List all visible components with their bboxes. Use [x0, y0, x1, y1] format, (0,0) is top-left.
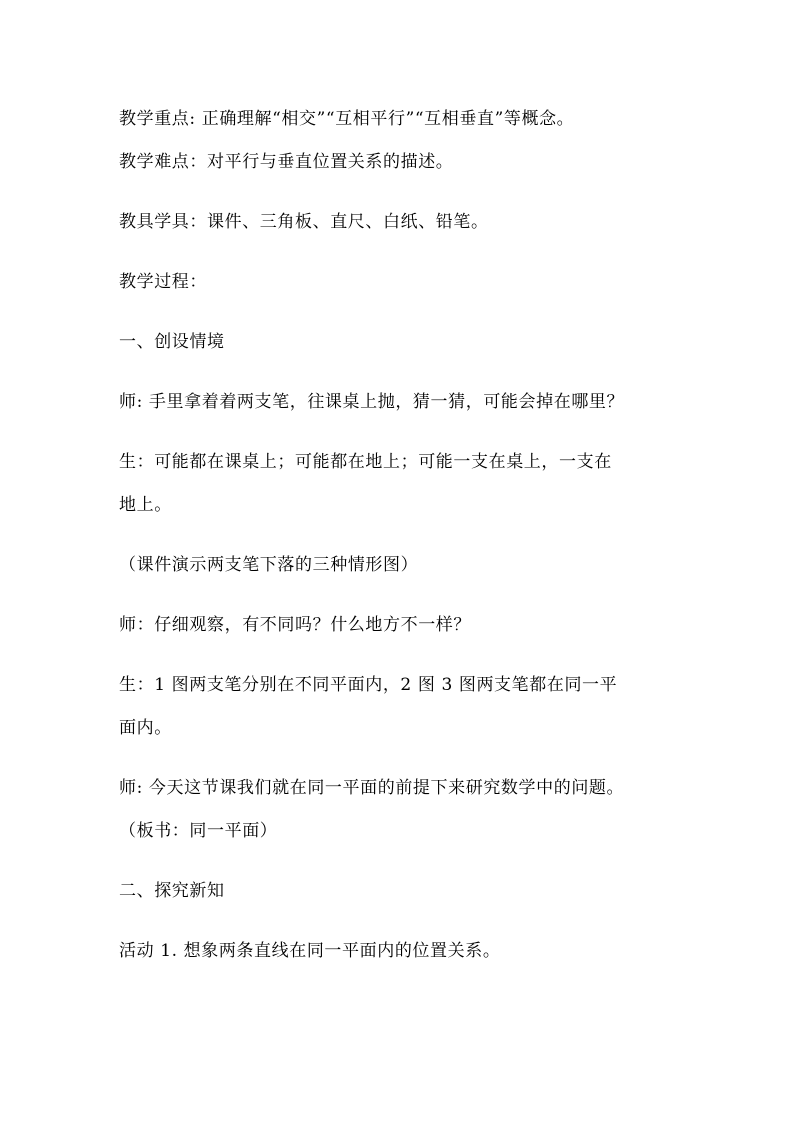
teaching-tools-line: 教具学具：课件、三角板、直尺、白纸、铅笔。 — [119, 212, 489, 232]
student-line-2-continued: 面内。 — [119, 718, 172, 738]
student-line-1: 生：可能都在课桌上；可能都在地上；可能一支在桌上，一支在 — [119, 452, 612, 472]
student-line-2: 生：1 图两支笔分别在不同平面内，2 图 3 图两支笔都在同一平 — [119, 675, 618, 695]
section-two-heading: 二、探究新知 — [119, 881, 225, 901]
teacher-line-2: 师：仔细观察，有不同吗？什么地方不一样？ — [119, 615, 471, 635]
section-one-heading: 一、创设情境 — [119, 332, 225, 352]
difficult-points-line: 教学难点：对平行与垂直位置关系的描述。 — [119, 152, 454, 172]
key-points-line: 教学重点: 正确理解“相交”“互相平行”“互相垂直”等概念。 — [119, 109, 575, 129]
board-note: （板书：同一平面） — [119, 821, 278, 841]
student-line-1-continued: 地上。 — [119, 495, 172, 515]
activity-one-line: 活动 1. 想象两条直线在同一平面内的位置关系。 — [119, 941, 501, 961]
courseware-note: （课件演示两支笔下落的三种情形图） — [119, 555, 419, 575]
teaching-process-heading: 教学过程： — [119, 272, 207, 292]
teacher-line-1: 师: 手里拿着着两支笔，往课桌上抛，猜一猜，可能会掉在哪里？ — [119, 392, 625, 412]
teacher-line-3: 师: 今天这节课我们就在同一平面的前提下来研究数学中的问题。 — [119, 778, 625, 798]
